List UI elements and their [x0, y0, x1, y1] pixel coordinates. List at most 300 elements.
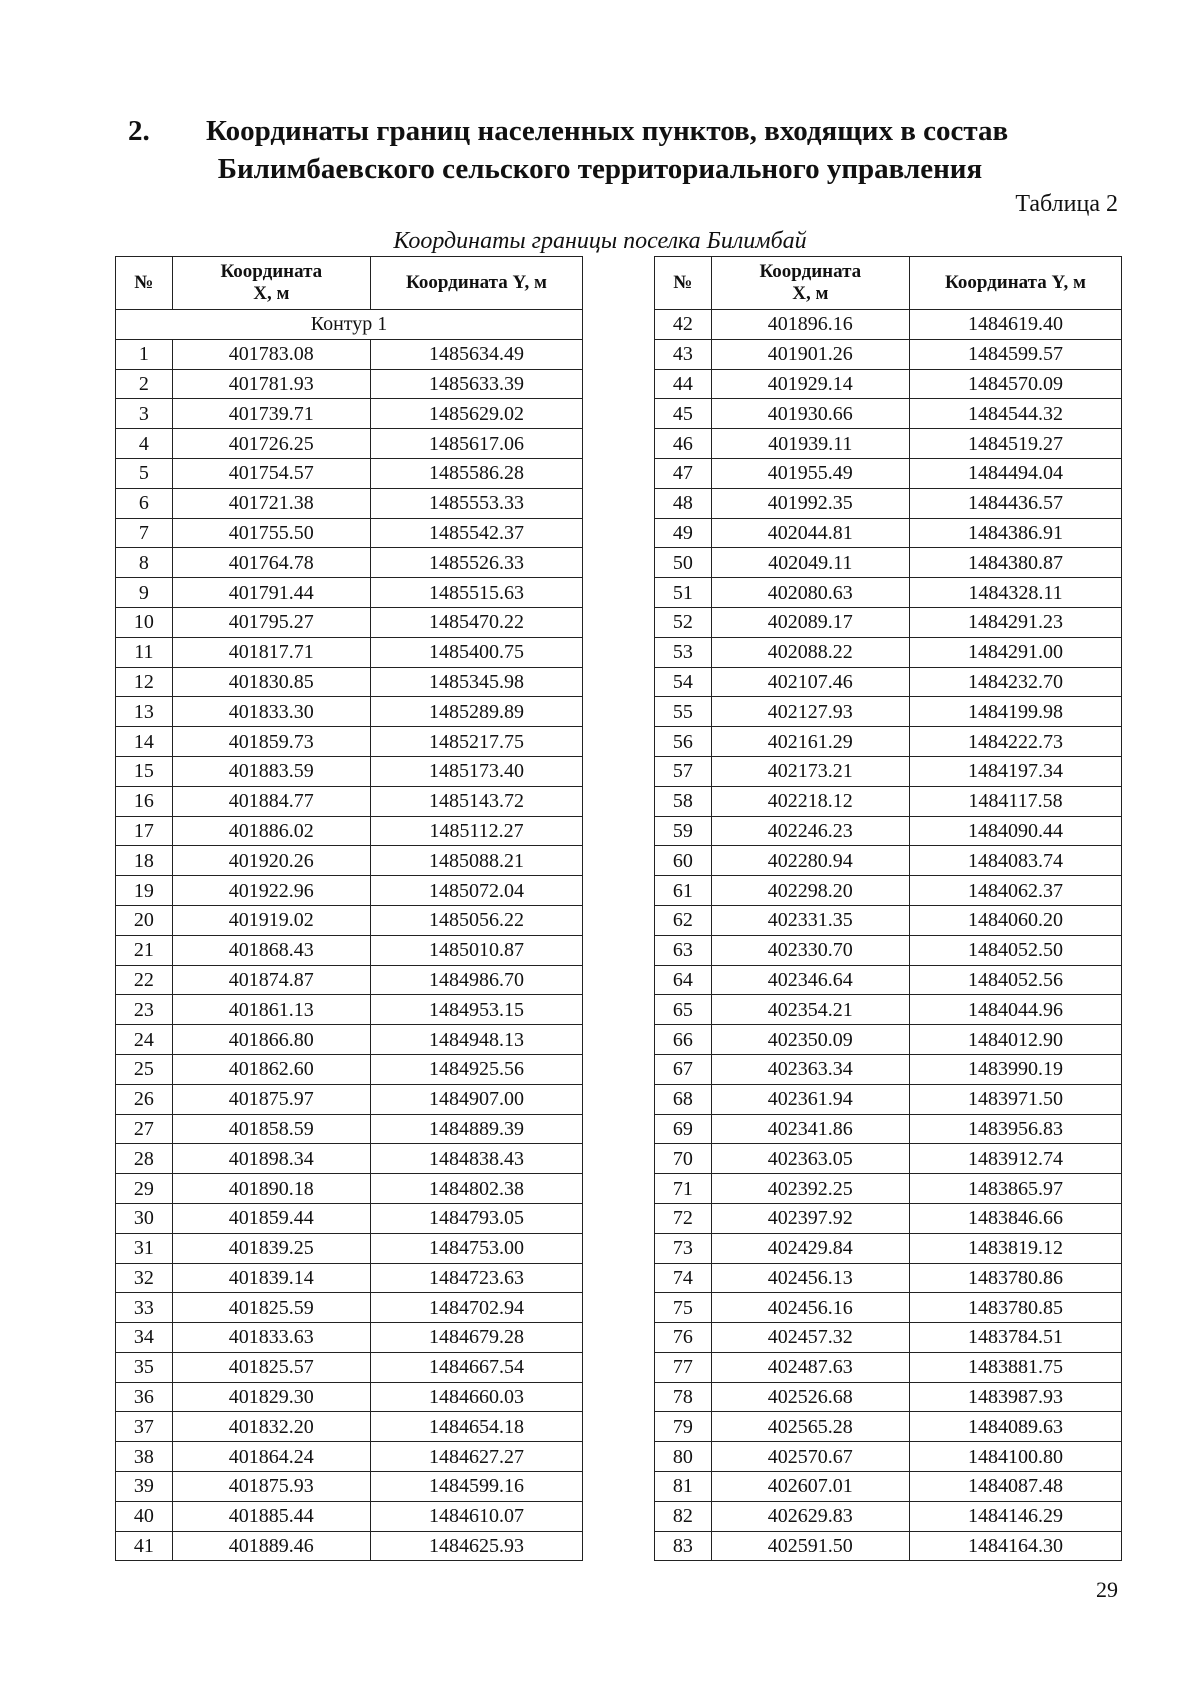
coord-y: 1484199.98 — [909, 697, 1121, 727]
coord-y: 1483881.75 — [909, 1352, 1121, 1382]
coord-y: 1483990.19 — [909, 1054, 1121, 1084]
coord-y: 1484667.54 — [370, 1352, 582, 1382]
point-number: 82 — [655, 1501, 712, 1531]
section-number: 2. — [128, 115, 150, 147]
point-number: 17 — [116, 816, 173, 846]
point-number: 15 — [116, 756, 173, 786]
coord-y: 1484702.94 — [370, 1293, 582, 1323]
table-caption: Координаты границы поселка Билимбай — [393, 228, 807, 254]
coord-x: 401864.24 — [172, 1442, 370, 1472]
coord-y: 1485586.28 — [370, 458, 582, 488]
table-row — [116, 1531, 583, 1561]
point-number: 49 — [655, 518, 712, 548]
point-number: 78 — [655, 1382, 712, 1412]
coord-x: 402218.12 — [711, 786, 909, 816]
col-header-x — [172, 257, 370, 310]
table-row — [116, 905, 583, 935]
coord-y: 1484610.07 — [370, 1501, 582, 1531]
coord-x: 402591.50 — [711, 1531, 909, 1561]
coord-y: 1485634.49 — [370, 339, 582, 369]
coord-x: 402361.94 — [711, 1084, 909, 1114]
coord-x: 401874.87 — [172, 965, 370, 995]
coord-x: 402487.63 — [711, 1352, 909, 1382]
table-row — [655, 1323, 1122, 1353]
coord-x: 401862.60 — [172, 1054, 370, 1084]
coord-x: 402429.84 — [711, 1233, 909, 1263]
coord-x: 401890.18 — [172, 1174, 370, 1204]
point-number: 33 — [116, 1293, 173, 1323]
table-row — [116, 578, 583, 608]
table-row — [116, 1382, 583, 1412]
coord-x: 401955.49 — [711, 458, 909, 488]
coord-y: 1484907.00 — [370, 1084, 582, 1114]
point-number: 34 — [116, 1323, 173, 1353]
coord-y: 1484232.70 — [909, 667, 1121, 697]
table-row — [116, 399, 583, 429]
coord-y: 1484625.93 — [370, 1531, 582, 1561]
table-row — [116, 846, 583, 876]
point-number: 47 — [655, 458, 712, 488]
coord-y: 1484117.58 — [909, 786, 1121, 816]
coord-x: 402049.11 — [711, 548, 909, 578]
point-number: 20 — [116, 905, 173, 935]
table-row — [655, 429, 1122, 459]
table-row — [116, 637, 583, 667]
col-header-num: № — [116, 257, 173, 310]
coord-x: 401783.08 — [172, 339, 370, 369]
point-number: 27 — [116, 1114, 173, 1144]
table-row — [655, 1412, 1122, 1442]
point-number: 41 — [116, 1531, 173, 1561]
coord-x: 401721.38 — [172, 488, 370, 518]
coord-x: 401861.13 — [172, 995, 370, 1025]
coord-x: 402363.34 — [711, 1054, 909, 1084]
table-row — [655, 518, 1122, 548]
table-row — [116, 935, 583, 965]
coord-y: 1485629.02 — [370, 399, 582, 429]
coord-y: 1485010.87 — [370, 935, 582, 965]
table-row — [116, 727, 583, 757]
coord-y: 1484889.39 — [370, 1114, 582, 1144]
coord-x: 402107.46 — [711, 667, 909, 697]
point-number: 37 — [116, 1412, 173, 1442]
point-number: 70 — [655, 1144, 712, 1174]
table-row — [116, 1472, 583, 1502]
coord-x: 401829.30 — [172, 1382, 370, 1412]
point-number: 35 — [116, 1352, 173, 1382]
table-row — [655, 995, 1122, 1025]
coord-x: 401875.97 — [172, 1084, 370, 1114]
point-number: 23 — [116, 995, 173, 1025]
point-number: 38 — [116, 1442, 173, 1472]
coord-x: 402280.94 — [711, 846, 909, 876]
table-row — [655, 578, 1122, 608]
coord-x: 402456.16 — [711, 1293, 909, 1323]
coord-x: 401781.93 — [172, 369, 370, 399]
coord-x: 402127.93 — [711, 697, 909, 727]
point-number: 60 — [655, 846, 712, 876]
coord-y: 1484986.70 — [370, 965, 582, 995]
table-row — [655, 667, 1122, 697]
point-number: 8 — [116, 548, 173, 578]
coord-y: 1484380.87 — [909, 548, 1121, 578]
table-row — [116, 1144, 583, 1174]
heading-line-2: Билимбаевского сельского территориального управления — [217, 153, 983, 185]
table-row — [116, 1025, 583, 1055]
coord-y: 1484436.57 — [909, 488, 1121, 518]
point-number: 53 — [655, 637, 712, 667]
coord-y: 1484328.11 — [909, 578, 1121, 608]
coord-y: 1485345.98 — [370, 667, 582, 697]
coord-y: 1484494.04 — [909, 458, 1121, 488]
coord-y: 1484100.80 — [909, 1442, 1121, 1472]
coord-y: 1484948.13 — [370, 1025, 582, 1055]
coord-x: 401992.35 — [711, 488, 909, 518]
coord-y: 1484012.90 — [909, 1025, 1121, 1055]
coord-y: 1485470.22 — [370, 607, 582, 637]
point-number: 74 — [655, 1263, 712, 1293]
coord-x: 401886.02 — [172, 816, 370, 846]
point-number: 9 — [116, 578, 173, 608]
coord-y: 1484679.28 — [370, 1323, 582, 1353]
table-row — [116, 876, 583, 906]
table-row — [116, 1352, 583, 1382]
point-number: 30 — [116, 1203, 173, 1233]
contour-row — [116, 310, 583, 340]
table-row — [655, 1174, 1122, 1204]
coord-x: 401817.71 — [172, 637, 370, 667]
coord-x: 402526.68 — [711, 1382, 909, 1412]
coord-y: 1484386.91 — [909, 518, 1121, 548]
col-header-y: Координата Y, м — [909, 257, 1121, 310]
point-number: 36 — [116, 1382, 173, 1412]
coord-y: 1485515.63 — [370, 578, 582, 608]
coord-x: 401839.25 — [172, 1233, 370, 1263]
point-number: 18 — [116, 846, 173, 876]
point-number: 71 — [655, 1174, 712, 1204]
point-number: 76 — [655, 1323, 712, 1353]
coord-y: 1484146.29 — [909, 1501, 1121, 1531]
coord-y: 1484090.44 — [909, 816, 1121, 846]
coord-y: 1484654.18 — [370, 1412, 582, 1442]
table-row — [655, 727, 1122, 757]
point-number: 57 — [655, 756, 712, 786]
point-number: 46 — [655, 429, 712, 459]
coord-x: 402397.92 — [711, 1203, 909, 1233]
coord-x: 402088.22 — [711, 637, 909, 667]
table-row — [655, 1233, 1122, 1263]
table-row — [655, 876, 1122, 906]
coord-x: 401859.73 — [172, 727, 370, 757]
coord-x: 402246.23 — [711, 816, 909, 846]
coord-y: 1484164.30 — [909, 1531, 1121, 1561]
table-row — [116, 1084, 583, 1114]
coord-y: 1485217.75 — [370, 727, 582, 757]
coord-x: 401930.66 — [711, 399, 909, 429]
coord-x: 401825.57 — [172, 1352, 370, 1382]
coord-x: 402298.20 — [711, 876, 909, 906]
point-number: 67 — [655, 1054, 712, 1084]
coord-x: 401791.44 — [172, 578, 370, 608]
coord-y: 1485553.33 — [370, 488, 582, 518]
col-header-x-line1: Координата — [759, 261, 862, 282]
table-row — [655, 1293, 1122, 1323]
coord-x: 402363.05 — [711, 1144, 909, 1174]
coord-y: 1484544.32 — [909, 399, 1121, 429]
point-number: 64 — [655, 965, 712, 995]
coord-y: 1485072.04 — [370, 876, 582, 906]
coord-y: 1484519.27 — [909, 429, 1121, 459]
coord-y: 1484753.00 — [370, 1233, 582, 1263]
coord-y: 1484052.50 — [909, 935, 1121, 965]
point-number: 40 — [116, 1501, 173, 1531]
table-row — [116, 429, 583, 459]
coord-x: 402330.70 — [711, 935, 909, 965]
coord-x: 402331.35 — [711, 905, 909, 935]
coord-y: 1484052.56 — [909, 965, 1121, 995]
point-number: 48 — [655, 488, 712, 518]
coord-x: 401839.14 — [172, 1263, 370, 1293]
coord-y: 1484925.56 — [370, 1054, 582, 1084]
coord-x: 402607.01 — [711, 1472, 909, 1502]
coord-x: 402392.25 — [711, 1174, 909, 1204]
coord-x: 401825.59 — [172, 1293, 370, 1323]
coord-x: 401868.43 — [172, 935, 370, 965]
table-row — [655, 369, 1122, 399]
coord-y: 1484062.37 — [909, 876, 1121, 906]
point-number: 4 — [116, 429, 173, 459]
point-number: 83 — [655, 1531, 712, 1561]
table-row — [655, 1114, 1122, 1144]
coord-y: 1485056.22 — [370, 905, 582, 935]
table-row — [655, 1084, 1122, 1114]
coord-y: 1485633.39 — [370, 369, 582, 399]
coord-x: 401866.80 — [172, 1025, 370, 1055]
point-number: 62 — [655, 905, 712, 935]
point-number: 75 — [655, 1293, 712, 1323]
coord-x: 401795.27 — [172, 607, 370, 637]
table-row — [655, 697, 1122, 727]
coord-x: 402629.83 — [711, 1501, 909, 1531]
coord-y: 1485542.37 — [370, 518, 582, 548]
coord-x: 401754.57 — [172, 458, 370, 488]
table-row — [116, 1233, 583, 1263]
point-number: 59 — [655, 816, 712, 846]
contour-label: Контур 1 — [116, 310, 583, 340]
point-number: 43 — [655, 339, 712, 369]
coord-x: 401885.44 — [172, 1501, 370, 1531]
coord-y: 1484083.74 — [909, 846, 1121, 876]
point-number: 5 — [116, 458, 173, 488]
table-row — [655, 310, 1122, 340]
coordinates-table-left — [115, 256, 583, 1561]
coord-x: 401858.59 — [172, 1114, 370, 1144]
coord-x: 402089.17 — [711, 607, 909, 637]
coord-x: 401726.25 — [172, 429, 370, 459]
point-number: 13 — [116, 697, 173, 727]
table-row — [116, 667, 583, 697]
table-row — [655, 1382, 1122, 1412]
col-header-x-line2: X, м — [792, 283, 829, 304]
coord-y: 1483987.93 — [909, 1382, 1121, 1412]
point-number: 21 — [116, 935, 173, 965]
col-header-x-line1: Координата — [220, 261, 323, 282]
table-row — [655, 488, 1122, 518]
coord-y: 1484570.09 — [909, 369, 1121, 399]
point-number: 28 — [116, 1144, 173, 1174]
table-row — [116, 607, 583, 637]
coord-y: 1484802.38 — [370, 1174, 582, 1204]
coord-y: 1484619.40 — [909, 310, 1121, 340]
coord-x: 401833.63 — [172, 1323, 370, 1353]
point-number: 72 — [655, 1203, 712, 1233]
table-row — [655, 339, 1122, 369]
table-row — [116, 1412, 583, 1442]
coord-y: 1484222.73 — [909, 727, 1121, 757]
coord-x: 401884.77 — [172, 786, 370, 816]
point-number: 25 — [116, 1054, 173, 1084]
coord-y: 1484087.48 — [909, 1472, 1121, 1502]
table-row — [116, 965, 583, 995]
point-number: 61 — [655, 876, 712, 906]
point-number: 6 — [116, 488, 173, 518]
coord-y: 1484291.23 — [909, 607, 1121, 637]
heading-line-1: Координаты границ населенных пунктов, входящих в состав — [206, 115, 1009, 147]
coord-y: 1485400.75 — [370, 637, 582, 667]
coord-x: 401832.20 — [172, 1412, 370, 1442]
table-row — [655, 1025, 1122, 1055]
table-row — [116, 816, 583, 846]
point-number: 77 — [655, 1352, 712, 1382]
coord-y: 1483865.97 — [909, 1174, 1121, 1204]
coord-x: 402350.09 — [711, 1025, 909, 1055]
table-row — [655, 786, 1122, 816]
table-row — [116, 995, 583, 1025]
coord-x: 401755.50 — [172, 518, 370, 548]
coord-y: 1485143.72 — [370, 786, 582, 816]
point-number: 2 — [116, 369, 173, 399]
coord-y: 1484793.05 — [370, 1203, 582, 1233]
coord-x: 401764.78 — [172, 548, 370, 578]
coord-x: 402341.86 — [711, 1114, 909, 1144]
point-number: 39 — [116, 1472, 173, 1502]
table-row — [655, 1203, 1122, 1233]
point-number: 11 — [116, 637, 173, 667]
table-row — [655, 905, 1122, 935]
table-row — [655, 1352, 1122, 1382]
coord-x: 402457.32 — [711, 1323, 909, 1353]
coord-y: 1484291.00 — [909, 637, 1121, 667]
coordinates-table-right — [654, 256, 1122, 1561]
table-row — [116, 1174, 583, 1204]
table-row — [116, 548, 583, 578]
coord-y: 1483784.51 — [909, 1323, 1121, 1353]
coord-x: 402570.67 — [711, 1442, 909, 1472]
coord-x: 401875.93 — [172, 1472, 370, 1502]
coord-x: 402044.81 — [711, 518, 909, 548]
table-row — [116, 488, 583, 518]
coord-x: 402161.29 — [711, 727, 909, 757]
table-row — [655, 1263, 1122, 1293]
coord-y: 1483846.66 — [909, 1203, 1121, 1233]
table-row — [655, 965, 1122, 995]
coord-x: 401929.14 — [711, 369, 909, 399]
point-number: 10 — [116, 607, 173, 637]
coord-x: 401889.46 — [172, 1531, 370, 1561]
table-header-row — [116, 257, 583, 310]
point-number: 31 — [116, 1233, 173, 1263]
table-row — [116, 1114, 583, 1144]
coord-x: 401739.71 — [172, 399, 370, 429]
point-number: 29 — [116, 1174, 173, 1204]
point-number: 45 — [655, 399, 712, 429]
point-number: 58 — [655, 786, 712, 816]
coord-y: 1484044.96 — [909, 995, 1121, 1025]
table-row — [655, 1531, 1122, 1561]
point-number: 69 — [655, 1114, 712, 1144]
col-header-x — [711, 257, 909, 310]
table-row — [116, 339, 583, 369]
point-number: 44 — [655, 369, 712, 399]
page-number: 29 — [1096, 1577, 1118, 1602]
point-number: 19 — [116, 876, 173, 906]
table-row — [655, 399, 1122, 429]
table-label: Таблица 2 — [1015, 191, 1118, 217]
coord-x: 402080.63 — [711, 578, 909, 608]
table-row — [655, 1442, 1122, 1472]
point-number: 65 — [655, 995, 712, 1025]
coord-y: 1485617.06 — [370, 429, 582, 459]
coord-y: 1485112.27 — [370, 816, 582, 846]
coord-y: 1484060.20 — [909, 905, 1121, 935]
point-number: 3 — [116, 399, 173, 429]
table-row — [116, 1203, 583, 1233]
point-number: 32 — [116, 1263, 173, 1293]
coord-x: 402173.21 — [711, 756, 909, 786]
point-number: 79 — [655, 1412, 712, 1442]
point-number: 73 — [655, 1233, 712, 1263]
table-row — [655, 637, 1122, 667]
table-row — [655, 458, 1122, 488]
table-row — [116, 1263, 583, 1293]
point-number: 56 — [655, 727, 712, 757]
table-row — [116, 1323, 583, 1353]
coord-x: 401830.85 — [172, 667, 370, 697]
coord-x: 402565.28 — [711, 1412, 909, 1442]
point-number: 1 — [116, 339, 173, 369]
table-row — [116, 369, 583, 399]
point-number: 80 — [655, 1442, 712, 1472]
coord-x: 401859.44 — [172, 1203, 370, 1233]
point-number: 12 — [116, 667, 173, 697]
point-number: 26 — [116, 1084, 173, 1114]
coord-x: 402354.21 — [711, 995, 909, 1025]
coord-x: 402346.64 — [711, 965, 909, 995]
table-row — [116, 1293, 583, 1323]
point-number: 68 — [655, 1084, 712, 1114]
col-header-x-line2: X, м — [253, 283, 290, 304]
coord-y: 1484599.16 — [370, 1472, 582, 1502]
coord-y: 1484197.34 — [909, 756, 1121, 786]
point-number: 66 — [655, 1025, 712, 1055]
coord-x: 401939.11 — [711, 429, 909, 459]
coord-x: 402456.13 — [711, 1263, 909, 1293]
table-row — [655, 756, 1122, 786]
coord-y: 1483780.86 — [909, 1263, 1121, 1293]
table-row — [655, 846, 1122, 876]
table-row — [116, 1442, 583, 1472]
point-number: 14 — [116, 727, 173, 757]
